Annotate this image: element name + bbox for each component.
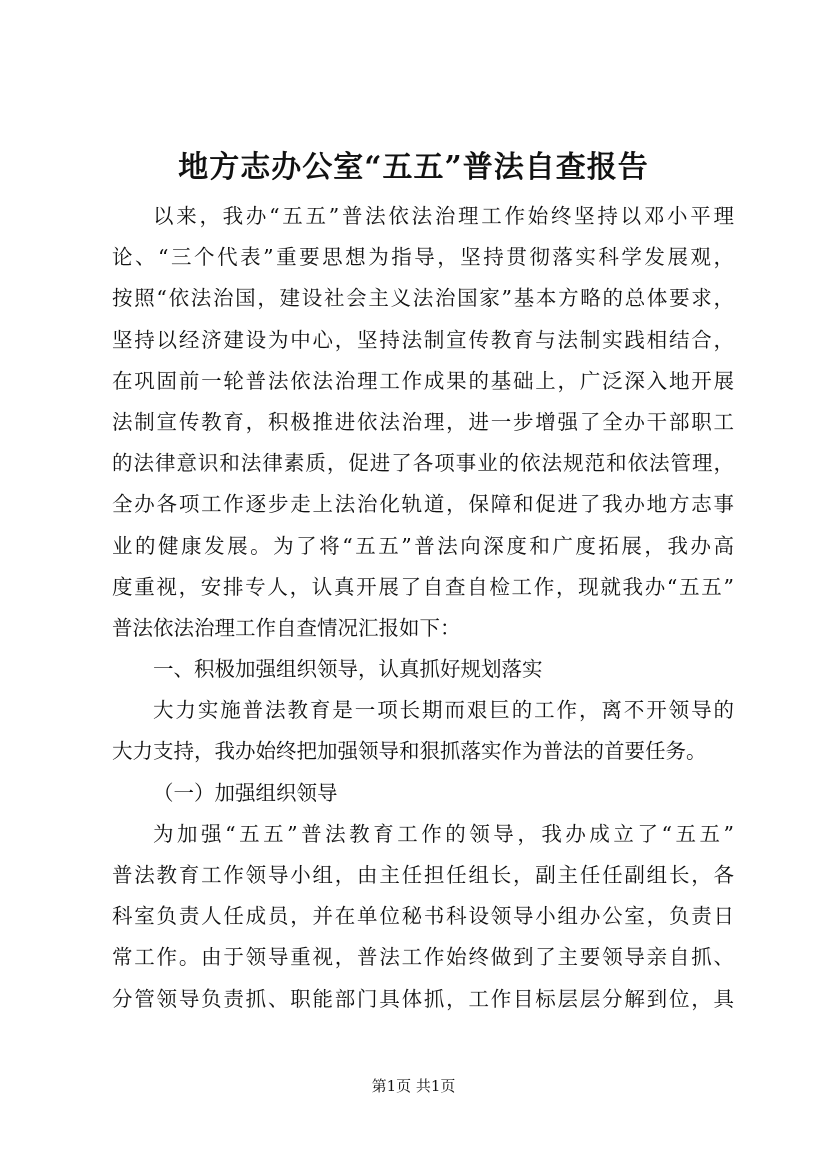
paragraph-line: 以来，我办“五五”普法依法治理工作始终坚持以邓小平理 [153,204,734,228]
paragraph-line: 为加强“五五”普法教育工作的领导，我办成立了“五五” [153,821,734,846]
paragraph-line: 大力支持，我办始终把加强领导和狠抓落实作为普法的首要任务。 [112,739,707,764]
paragraph-line: 法制宣传教育，积极推进依法治理，进一步增强了全办干部职工 [112,409,734,434]
page-number: 第1页 共1页 [371,1077,456,1095]
paragraph-line: 在巩固前一轮普法依法治理工作成果的基础上，广泛深入地开展 [112,368,734,393]
paragraph-line: 普法依法治理工作自查情况汇报如下： [112,615,461,640]
document-title: 地方志办公室“五五”普法自查报告 [178,150,649,185]
paragraph-line: 大力实施普法教育是一项长期而艰巨的工作，离不开领导的 [153,698,734,723]
section-heading: 一、积极加强组织领导，认真抓好规划落实 [153,657,543,682]
paragraph-line: 业的健康发展。为了将“五五”普法向深度和广度拓展，我办高 [112,533,734,558]
paragraph-line: 论、“三个代表”重要思想为指导，坚持贯彻落实科学发展观， [112,245,734,270]
paragraph-line: 普法教育工作领导小组，由主任担任组长，副主任任副组长，各 [112,863,734,887]
document-body [112,196,734,1020]
subsection-heading: （一）加强组织领导 [153,780,338,805]
paragraph-line: 科室负责人任成员，并在单位秘书科设领导小组办公室，负责日 [112,904,734,929]
paragraph-line: 的法律意识和法律素质，促进了各项事业的依法规范和依法管理， [112,451,734,476]
paragraph-line: 度重视，安排专人，认真开展了自查自检工作，现就我办“五五” [112,574,734,599]
paragraph-line: 按照“依法治国，建设社会主义法治国家”基本方略的总体要求， [112,286,734,311]
paragraph-line: 全办各项工作逐步走上法治化轨道，保障和促进了我办地方志事 [112,492,734,517]
paragraph-line: 分管领导负责抓、职能部门具体抓，工作目标层层分解到位，具 [112,986,734,1011]
paragraph-line: 坚持以经济建设为中心，坚持法制宣传教育与法制实践相结合， [112,327,734,352]
paragraph-line: 常工作。由于领导重视，普法工作始终做到了主要领导亲自抓、 [112,945,734,970]
